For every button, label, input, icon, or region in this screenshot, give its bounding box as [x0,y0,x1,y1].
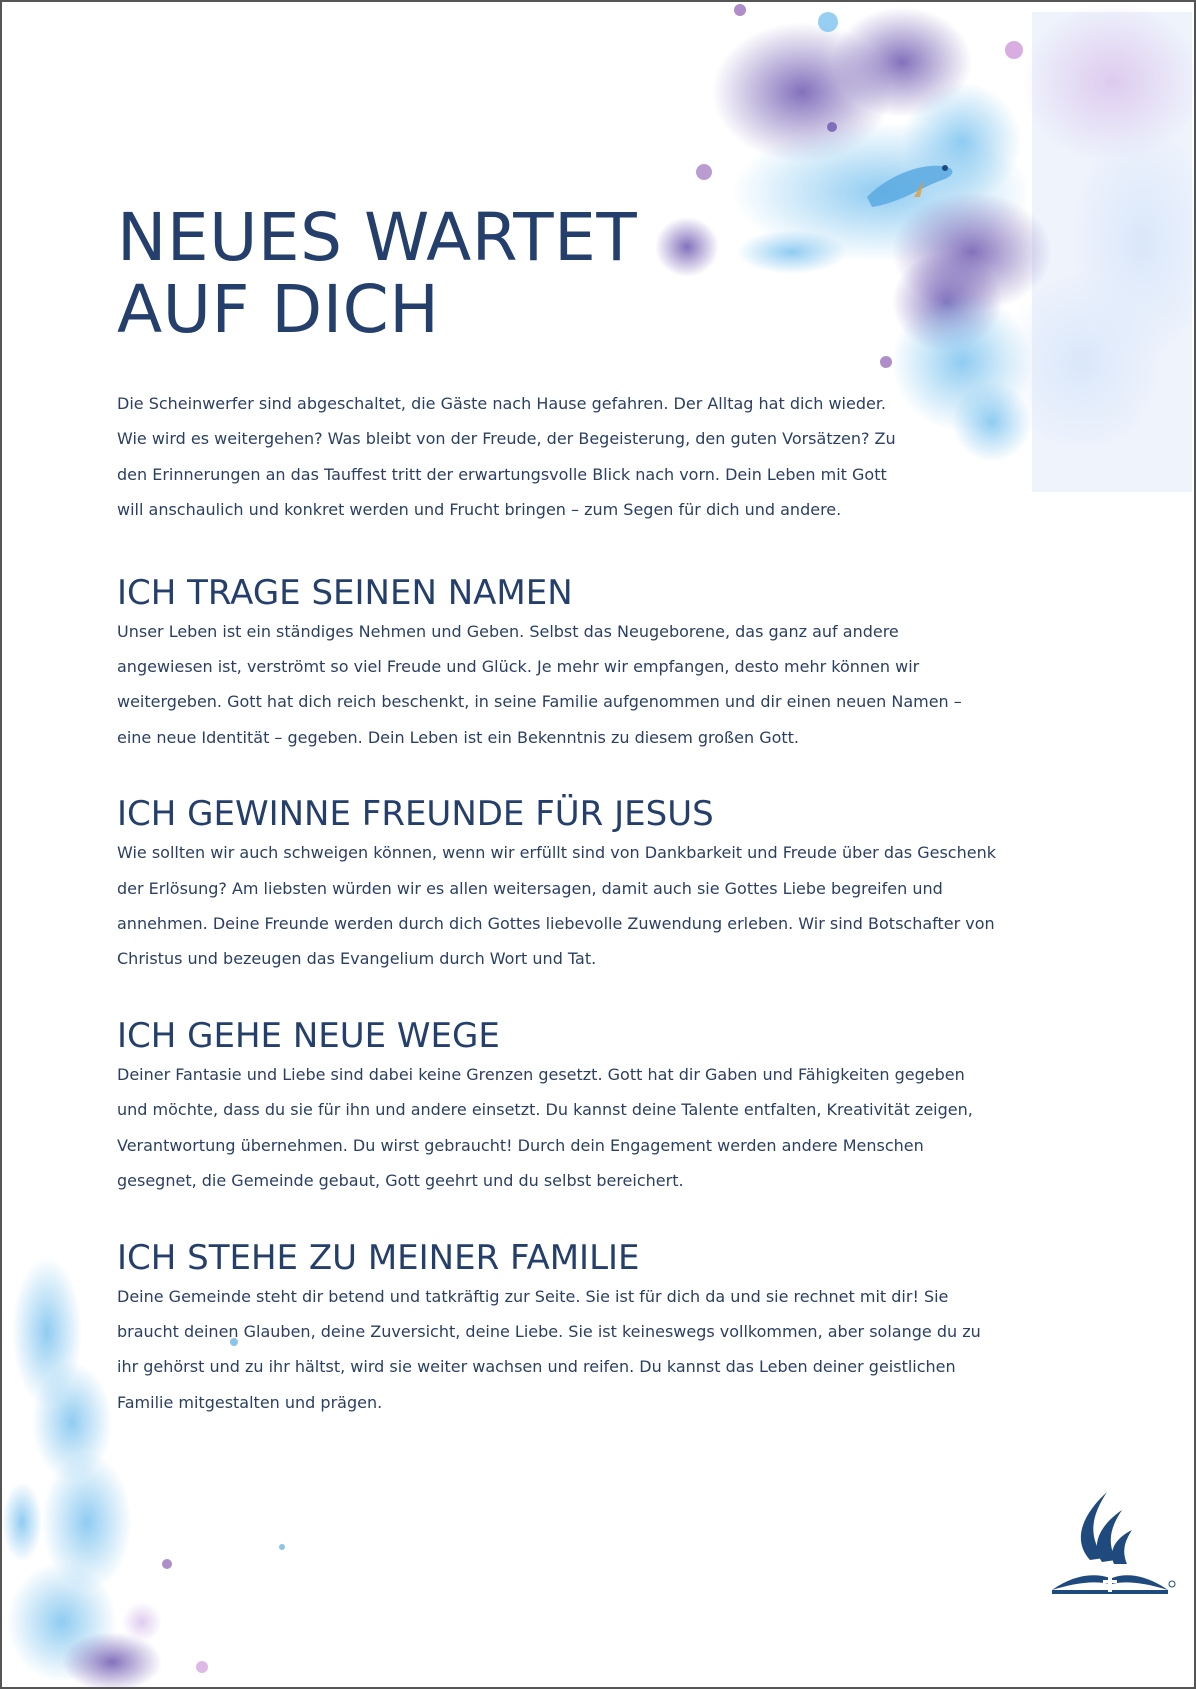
section-text: Deiner Fantasie und Liebe sind dabei keine Grenzen gesetzt. Gott hat dir Gaben und Fähigkeiten gegeben und möchte, dass du sie für ihn und andere einsetzt. Du kannst deine Talente entfalten, Kreativität zeigen, Verantwortung übernehmen. Du wirst gebraucht! Durch dein Engagement werden andere Menschen gesegnet, die Gemeinde gebaut, Gott geehrt und du selbst bereichert. [117,1064,973,1191]
content-area [117,199,997,1420]
page-title [117,199,997,348]
section-heading: ICH TRAGE SEINEN NAMEN [117,572,573,613]
section-text: Wie sollten wir auch schweigen können, wenn wir erfüllt sind von Dankbarkeit und Freude über das Geschenk der Erlösung? Am liebsten würden wir es allen weitersagen, damit auch sie Gottes Liebe begreifen und annehmen. Deine Freunde werden durch dich Gottes liebevolle Zuwendung erleben. Wir sind Botschafter von Christus und bezeugen das Evangelium durch Wort und Tat. [117,843,996,969]
section-heading: ICH STEHE ZU MEINER FAMILIE [117,1237,640,1278]
adventist-logo-icon [1052,1490,1177,1595]
section-text: Unser Leben ist ein ständiges Nehmen und Geben. Selbst das Neugeborene, das ganz auf andere angewiesen ist, verströmt so viel Freude und Glück. Je mehr wir empfangen, desto mehr können wir weitergeben. Gott hat dich reich beschenkt, in seine Familie aufgenommen und dir einen neuen Namen – eine neue Identität – gegeben. Dein Leben ist ein Bekenntnis zu diesem großen Gott. [117,621,962,747]
section-family [117,1237,997,1421]
section-heading: ICH GEHE NEUE WEGE [117,1015,500,1056]
title-line-1: NEUES WARTET [117,199,638,276]
intro-paragraph: Die Scheinwerfer sind abgeschaltet, die Gäste nach Hause gefahren. Der Alltag hat dich wieder. Wie wird es weitergehen? Was bleibt von der Freude, der Begeisterung, den guten Vorsätzen? Zu den Erinnerungen an das Tauffest tritt der erwartungsvolle Blick nach vorn. Dein Leben mit Gott will anschaulich und konkret werden und Frucht bringen – zum Segen für dich und andere. [117,394,896,520]
section-friends [117,793,997,977]
section-new-ways [117,1015,997,1199]
title-line-2: AUF DICH [117,271,440,348]
section-heading: ICH GEWINNE FREUNDE FÜR JESUS [117,794,714,835]
section-text: Deine Gemeinde steht dir betend und tatkräftig zur Seite. Sie ist für dich da und sie rechnet mit dir! Sie braucht deinen Glauben, deine Zuversicht, deine Liebe. Sie ist keineswegs vollkommen, aber solange du zu ihr gehörst und zu ihr hältst, wird sie weiter wachsen und reifen. Du kannst das Leben deiner geistlichen Familie mitgestalten und prägen. [117,1286,981,1412]
section-name [117,572,997,756]
